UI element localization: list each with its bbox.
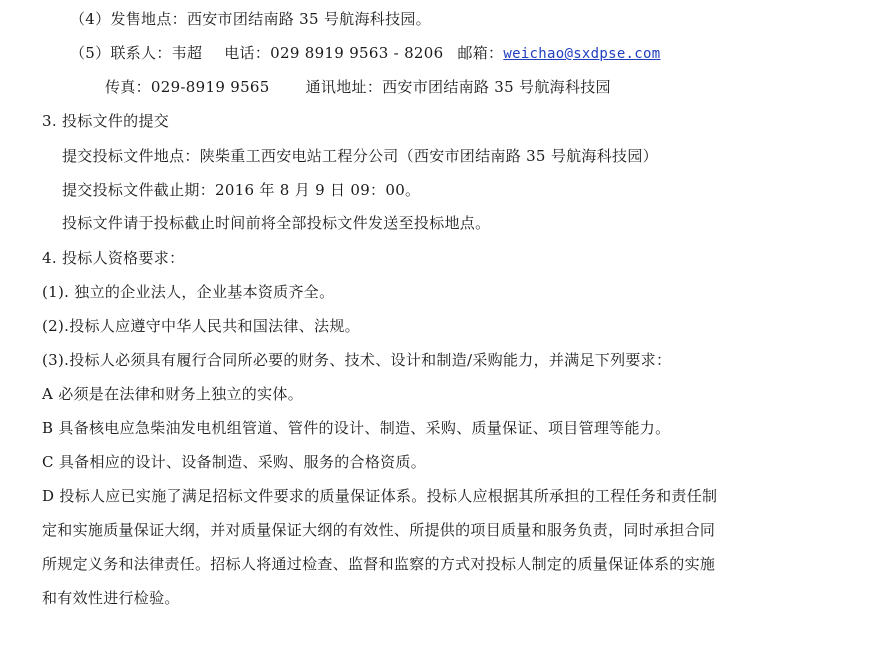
sale-location: （4）发售地点：西安市团结南路 35 号航海科技园。 <box>70 10 431 28</box>
contact-phone: 电话：029 8919 9563 - 8206 <box>224 44 444 62</box>
contact-fax: 传真：029-8919 9565 <box>105 78 270 96</box>
contact-address: 通讯地址：西安市团结南路 35 号航海科技园 <box>305 78 611 96</box>
requirement-a: A 必须是在法律和财务上独立的实体。 <box>42 385 304 403</box>
requirement-d-line4: 和有效性进行检验。 <box>42 589 180 607</box>
section3-heading: 3. 投标文件的提交 <box>42 112 170 130</box>
submission-location: 提交投标文件地点：陕柴重工西安电站工程分公司（西安市团结南路 35 号航海科技园） <box>62 147 658 165</box>
section4-heading: 4. 投标人资格要求： <box>42 249 185 267</box>
submission-deadline: 提交投标文件截止期：2016 年 8 月 9 日 09：00。 <box>62 181 421 199</box>
requirement-d-line3: 所规定义务和法律责任。招标人将通过检查、监督和监察的方式对投标人制定的质量保证体系的实施 <box>42 555 716 573</box>
requirement-d-line1: D 投标人应已实施了满足招标文件要求的质量保证体系。投标人应根据其所承担的工程任务和责任制 <box>42 487 718 505</box>
submission-note: 投标文件请于投标截止时间前将全部投标文件发送至投标地点。 <box>62 214 491 232</box>
requirement-b: B 具备核电应急柴油发电机组管道、管件的设计、制造、采购、质量保证、项目管理等能力。 <box>42 419 671 437</box>
requirement-2: (2).投标人应遵守中华人民共和国法律、法规。 <box>42 317 360 335</box>
contact-line <box>70 43 660 64</box>
requirement-d-line2: 定和实施质量保证大纲，并对质量保证大纲的有效性、所提供的项目质量和服务负责，同时承担合同 <box>42 521 716 539</box>
requirement-c: C 具备相应的设计、设备制造、采购、服务的合格资质。 <box>42 453 427 471</box>
requirement-3: (3).投标人必须具有履行合同所必要的财务、技术、设计和制造/采购能力，并满足下列要求： <box>42 351 672 369</box>
email-link[interactable]: weichao@sxdpse.com <box>503 46 661 62</box>
requirement-1: (1). 独立的企业法人，企业基本资质齐全。 <box>42 283 335 301</box>
email-label: 邮箱： <box>457 44 504 62</box>
fax-line <box>105 77 611 97</box>
contact-person: （5）联系人：韦超 <box>70 44 203 62</box>
